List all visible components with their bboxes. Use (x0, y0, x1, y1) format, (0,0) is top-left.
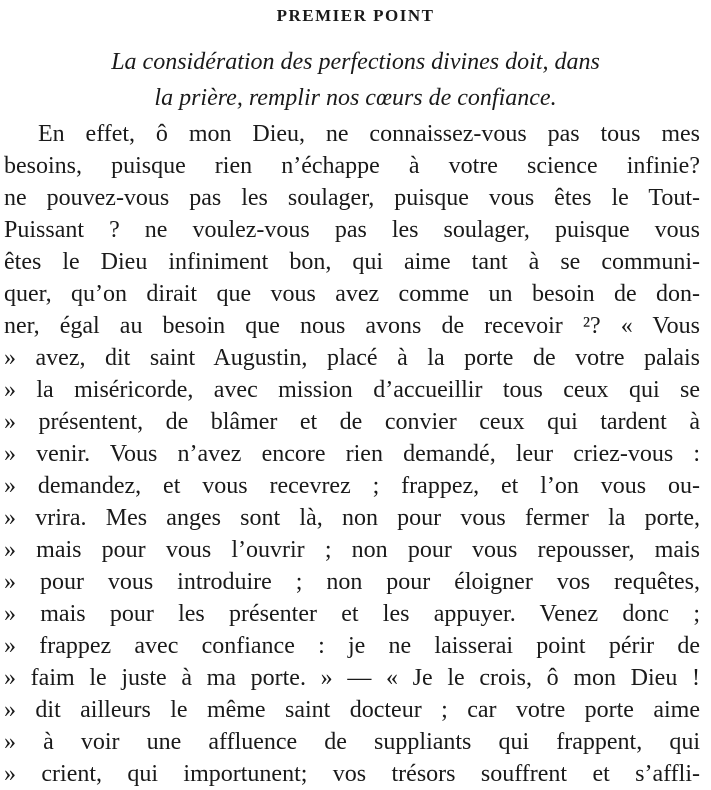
text-line: » crient, qui importunent; vos trésors souffrent et s’affli- (4, 761, 700, 787)
text-line: » mais pour vous l’ouvrir ; non pour vous repousser, mais (4, 537, 700, 563)
subtitle-line: la prière, remplir nos cœurs de confiance. (154, 85, 557, 111)
text-line: êtes le Dieu infiniment bon, qui aime tant à se communi- (4, 249, 700, 275)
text-line: En effet, ô mon Dieu, ne connaissez-vous pas tous mes (38, 121, 700, 147)
text-line: » avez, dit saint Augustin, placé à la porte de votre palais (4, 345, 700, 371)
text-line: » demandez, et vous recevrez ; frappez, et l’on vous ou- (4, 473, 700, 499)
text-line: » à voir une affluence de suppliants qui frappent, qui (4, 729, 700, 755)
text-line: » vrira. Mes anges sont là, non pour vous fermer la porte, (4, 505, 700, 531)
text-line: » mais pour les présenter et les appuyer. Venez donc ; (4, 601, 700, 627)
text-line: Puissant ? ne voulez-vous pas les soulager, puisque vous (4, 217, 700, 243)
text-line: ne pouvez-vous pas les soulager, puisque vous êtes le Tout- (4, 185, 700, 211)
text-line: » faim le juste à ma porte. » — « Je le crois, ô mon Dieu ! (4, 665, 700, 691)
subtitle-line: La considération des perfections divines doit, dans (111, 49, 600, 75)
section-heading: PREMIER POINT (276, 6, 435, 25)
text-line: » dit ailleurs le même saint docteur ; car votre porte aime (4, 697, 700, 723)
text-line: » présentent, de blâmer et de convier ceux qui tardent à (4, 409, 700, 435)
text-line: quer, qu’on dirait que vous avez comme un besoin de don- (4, 281, 700, 307)
text-line: » venir. Vous n’avez encore rien demandé, leur criez-vous : (4, 441, 700, 467)
text-line: » frappez avec confiance : je ne laisserai point périr de (4, 633, 700, 659)
text-line: besoins, puisque rien n’échappe à votre science infinie? (4, 153, 700, 179)
text-line: ner, égal au besoin que nous avons de recevoir ²? « Vous (4, 313, 700, 339)
section-subtitle (20, 44, 691, 116)
text-line: » pour vous introduire ; non pour éloigner vos requêtes, (4, 569, 700, 595)
text-line: » la miséricorde, avec mission d’accueillir tous ceux qui se (4, 377, 700, 403)
